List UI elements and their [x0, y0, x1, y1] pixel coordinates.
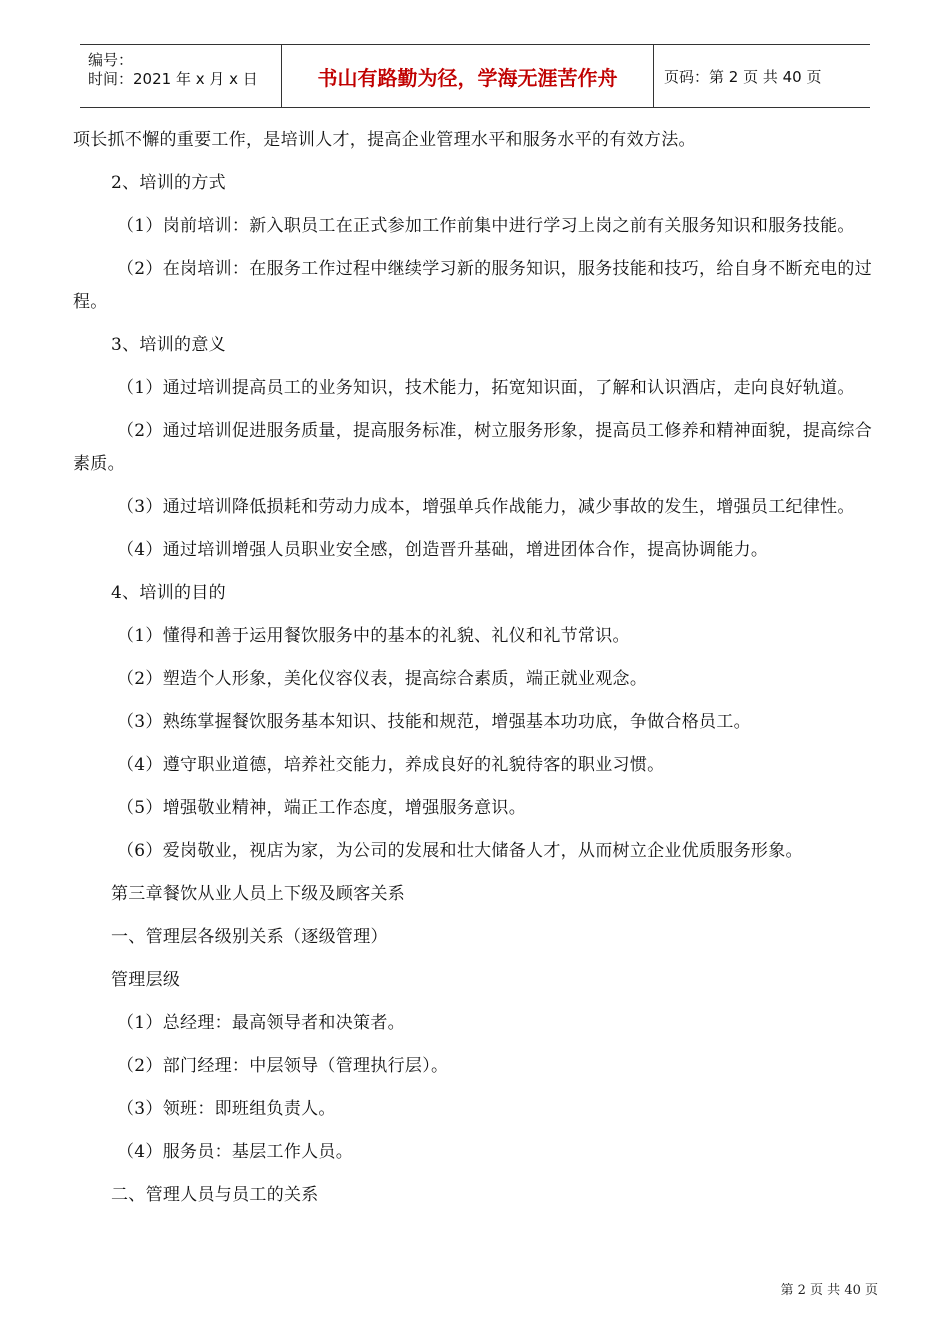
chapter-heading: 第三章餐饮从业人员上下级及顾客关系: [111, 884, 406, 904]
list-item: （3）熟练掌握餐饮服务基本知识、技能和规范，增强基本功功底，争做合格员工。: [117, 712, 751, 732]
page-header: [80, 44, 870, 108]
section-heading: 二、管理人员与员工的关系: [111, 1185, 319, 1205]
list-item: （1）懂得和善于运用餐饮服务中的基本的礼貌、礼仪和礼节常识。: [117, 626, 630, 646]
paragraph: （2）在岗培训：在服务工作过程中继续学习新的服务知识，服务技能和技巧，给自身不断充电的过程。: [73, 259, 873, 312]
list-item: （6）爱岗敬业，视店为家，为公司的发展和壮大储备人才，从而树立企业优质服务形象。: [117, 841, 803, 861]
paragraph: （2）通过培训促进服务质量，提高服务标准，树立服务形象，提高员工修养和精神面貌，提高综合素质。: [73, 421, 873, 474]
list-item: （5）增强敬业精神，端正工作态度，增强服务意识。: [117, 798, 527, 818]
page-footer: 第 2 页 共 40 页: [780, 1283, 878, 1298]
list-item: （3）领班：即班组负责人。: [117, 1099, 336, 1119]
document-body: [73, 124, 881, 1222]
serial-number-label: 编号：: [88, 51, 134, 69]
paragraph: （4）通过培训增强人员职业安全感，创造晋升基础，增进团体合作，提高协调能力。: [117, 540, 769, 560]
header-page-number: 页码：第 2 页 共 40 页: [664, 67, 822, 86]
paragraph: （1）通过培训提高员工的业务知识，技术能力，拓宽知识面，了解和认识酒店，走向良好轨道。: [117, 378, 855, 398]
header-motto: 书山有路勤为径，学海无涯苦作舟: [282, 45, 654, 107]
time-label: 时间：2021 年 x 月 x 日: [88, 70, 258, 88]
paragraph: （3）通过培训降低损耗和劳动力成本，增强单兵作战能力，减少事故的发生，增强员工纪律性。: [117, 497, 855, 517]
section-heading: 2、培训的方式: [111, 173, 226, 193]
list-item: （2）塑造个人形象，美化仪容仪表，提高综合素质，端正就业观念。: [117, 669, 648, 689]
section-heading: 3、培训的意义: [111, 335, 226, 355]
paragraph: 项长抓不懈的重要工作，是培训人才，提高企业管理水平和服务水平的有效方法。: [73, 130, 696, 150]
list-item: （1）总经理：最高领导者和决策者。: [117, 1013, 405, 1033]
list-item: （4）遵守职业道德，培养社交能力，养成良好的礼貌待客的职业习惯。: [117, 755, 665, 775]
list-item: （4）服务员：基层工作人员。: [117, 1142, 354, 1162]
list-item: （2）部门经理：中层领导（管理执行层）。: [117, 1056, 449, 1076]
paragraph: （1）岗前培训：新入职员工在正式参加工作前集中进行学习上岗之前有关服务知识和服务技能。: [117, 216, 855, 236]
subsection-heading: 管理层级: [111, 970, 181, 990]
header-meta: [80, 45, 282, 107]
section-heading: 一、管理层各级别关系（逐级管理）: [111, 927, 388, 947]
section-heading: 4、培训的目的: [111, 583, 226, 603]
